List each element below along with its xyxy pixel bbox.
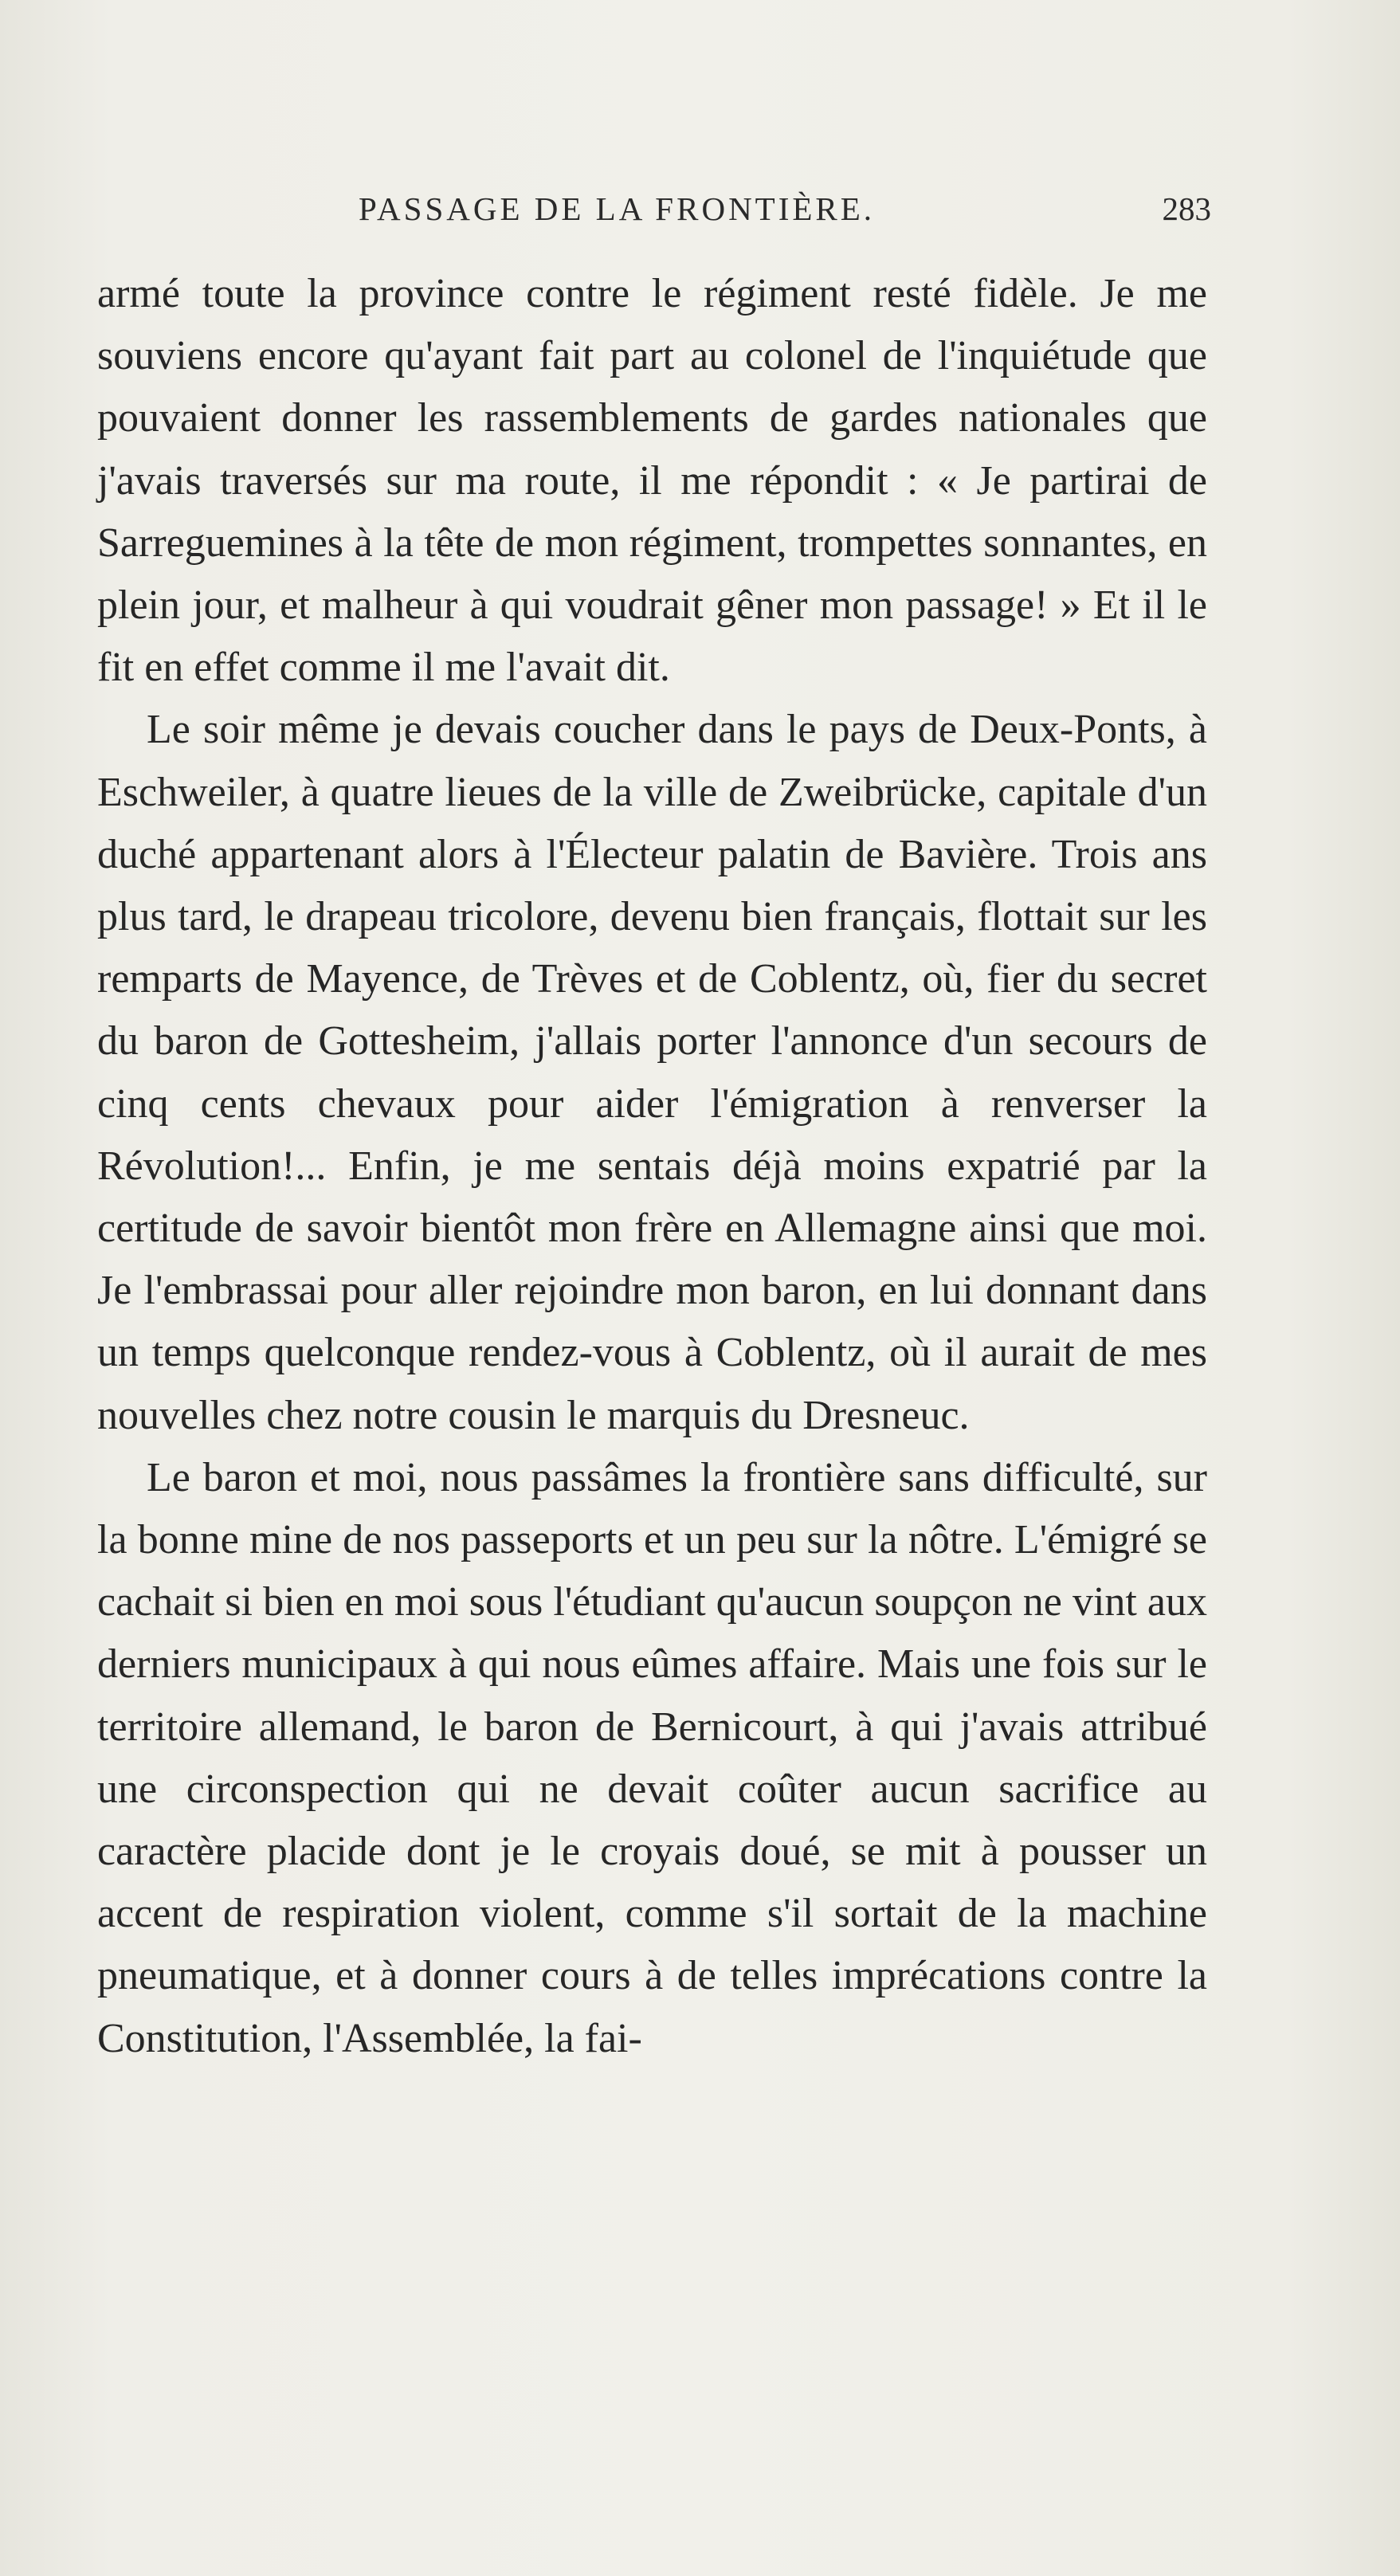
paragraph-3: Le baron et moi, nous passâmes la frontière sans difficulté, sur la bonne mine de nos passeports et un peu sur la nôtre. L'émigré se cachait si bien en moi sous l'étudiant qu'aucun soupçon ne vint aux derniers municipaux à qui nous eûmes affaire. Mais une fois sur le territoire allemand, le baron de Bernicourt, à qui j'avais attribué une circonspection qui ne devait coûter aucun sacrifice au caractère placide dont je le croyais doué, se mit à pousser un accent de respiration violent, comme s'il sortait de la machine pneumatique, et à donner cours à de telles imprécations contre la Constitution, l'Assemblée, la fai- — [97, 1454, 1207, 2061]
body-text — [97, 263, 1207, 2070]
paragraph-2: Le soir même je devais coucher dans le pays de Deux-Ponts, à Eschweiler, à quatre lieues de la ville de Zweibrücke, capitale d'un duché appartenant alors à l'Électeur palatin de Bavière. Trois ans plus tard, le drapeau tricolore, devenu bien français, flottait sur les remparts de Mayence, de Trèves et de Coblentz, où, fier du secret du baron de Gottesheim, j'allais porter l'annonce d'un secours de cinq cents chevaux pour aider l'émigration à renverser la Révolution!... Enfin, je me sentais déjà moins expatrié par la certitude de savoir bientôt mon frère en Allemagne ainsi que moi. Je l'embrassai pour aller rejoindre mon baron, en lui donnant dans un temps quelconque rendez-vous à Coblentz, où il aurait de mes nouvelles chez notre cousin le marquis du Dresneuc. — [97, 707, 1207, 1438]
page-header — [96, 190, 1211, 237]
running-title: PASSAGE DE LA FRONTIÈRE. — [359, 190, 876, 227]
page-number: 283 — [1162, 190, 1211, 227]
paragraph-1: armé toute la province contre le régiment resté fidèle. Je me souviens encore qu'ayant fait part au colonel de l'inquiétude que pouvaient donner les rassemblements de gardes nationales que j'avais traversés sur ma route, il me répondit : « Je partirai de Sarreguemines à la tête de mon régiment, trompettes sonnantes, en plein jour, et malheur à qui voudrait gêner mon passage! » Et il le fit en effet comme il me l'avait dit. — [97, 271, 1207, 691]
